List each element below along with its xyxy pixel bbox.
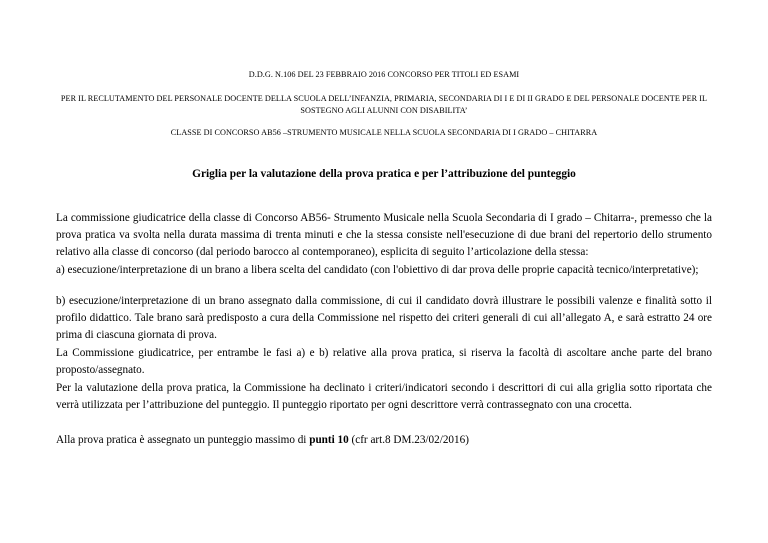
score-prefix: Alla prova pratica è assegnato un punteggio massimo di [56,434,310,446]
score-suffix: (cfr art.8 DM.23/02/2016) [348,434,469,446]
phase-b-paragraph: b) esecuzione/interpretazione di un brano assegnato dalla commissione, di cui il candidato dovrà illustrare le possibili valenze e finalità sotto il profilo didattico. Tale brano sarà predisposto a cura della Commissione nel rispetto dei criteri generali di cui all’allegato A, e sarà estratto 24 ore prima di ciascuna giornata di prova. [56,295,712,341]
intro-paragraph: La commissione giudicatrice della classe di Concorso AB56- Strumento Musicale nella Scuola Secondaria di I grado – Chitarra-, premesso che la prova pratica va svolta nella durata massima di trenta minuti e che la stessa consiste nell'esecuzione di due brani del repertorio dello strumento relativo alla classe di concorso (dal periodo barocco al contemporaneo), esplicita di seguito l’articolazione della stessa: [56,212,712,258]
listening-paragraph: La Commissione giudicatrice, per entrambe le fasi a) e b) relative alla prova pratica, si riserva la facoltà di ascoltare anche parte del brano proposto/assegnato. [56,347,712,376]
recruitment-header: PER IL RECLUTAMENTO DEL PERSONALE DOCENTE DELLA SCUOLA DELL’INFANZIA, PRIMARIA, SECONDARIA DI I E DI II GRADO E DEL PERSONALE DOCENTE PER IL SOSTEGNO AGLI ALUNNI CON DISABILITA’ [60,94,708,115]
evaluation-paragraph: Per la valutazione della prova pratica, la Commissione ha declinato i criteri/indicatori secondo i descrittori di cui alla griglia sotto riportata che verrà utilizzata per l’attribuzione del punteggio. Il punteggio riportato per ogni descrittore verrà contrassegnato con una crocetta. [56,382,712,411]
score-max-points: punti 10 [309,434,349,446]
document-title: Griglia per la valutazione della prova pratica e per l’attribuzione del punteggio [192,168,576,180]
score-paragraph [56,432,712,449]
class-header: CLASSE DI CONCORSO AB56 –STRUMENTO MUSICALE NELLA SCUOLA SECONDARIA DI I GRADO – CHITARRA [170,128,598,137]
phase-a-paragraph: a) esecuzione/interpretazione di un brano a libera scelta del candidato (con l'obiettivo di dar prova delle proprie capacità tecnico/interpretative); [56,264,699,276]
decree-header: D.D.G. N.106 DEL 23 FEBBRAIO 2016 CONCORSO PER TITOLI ED ESAMI [248,70,520,79]
